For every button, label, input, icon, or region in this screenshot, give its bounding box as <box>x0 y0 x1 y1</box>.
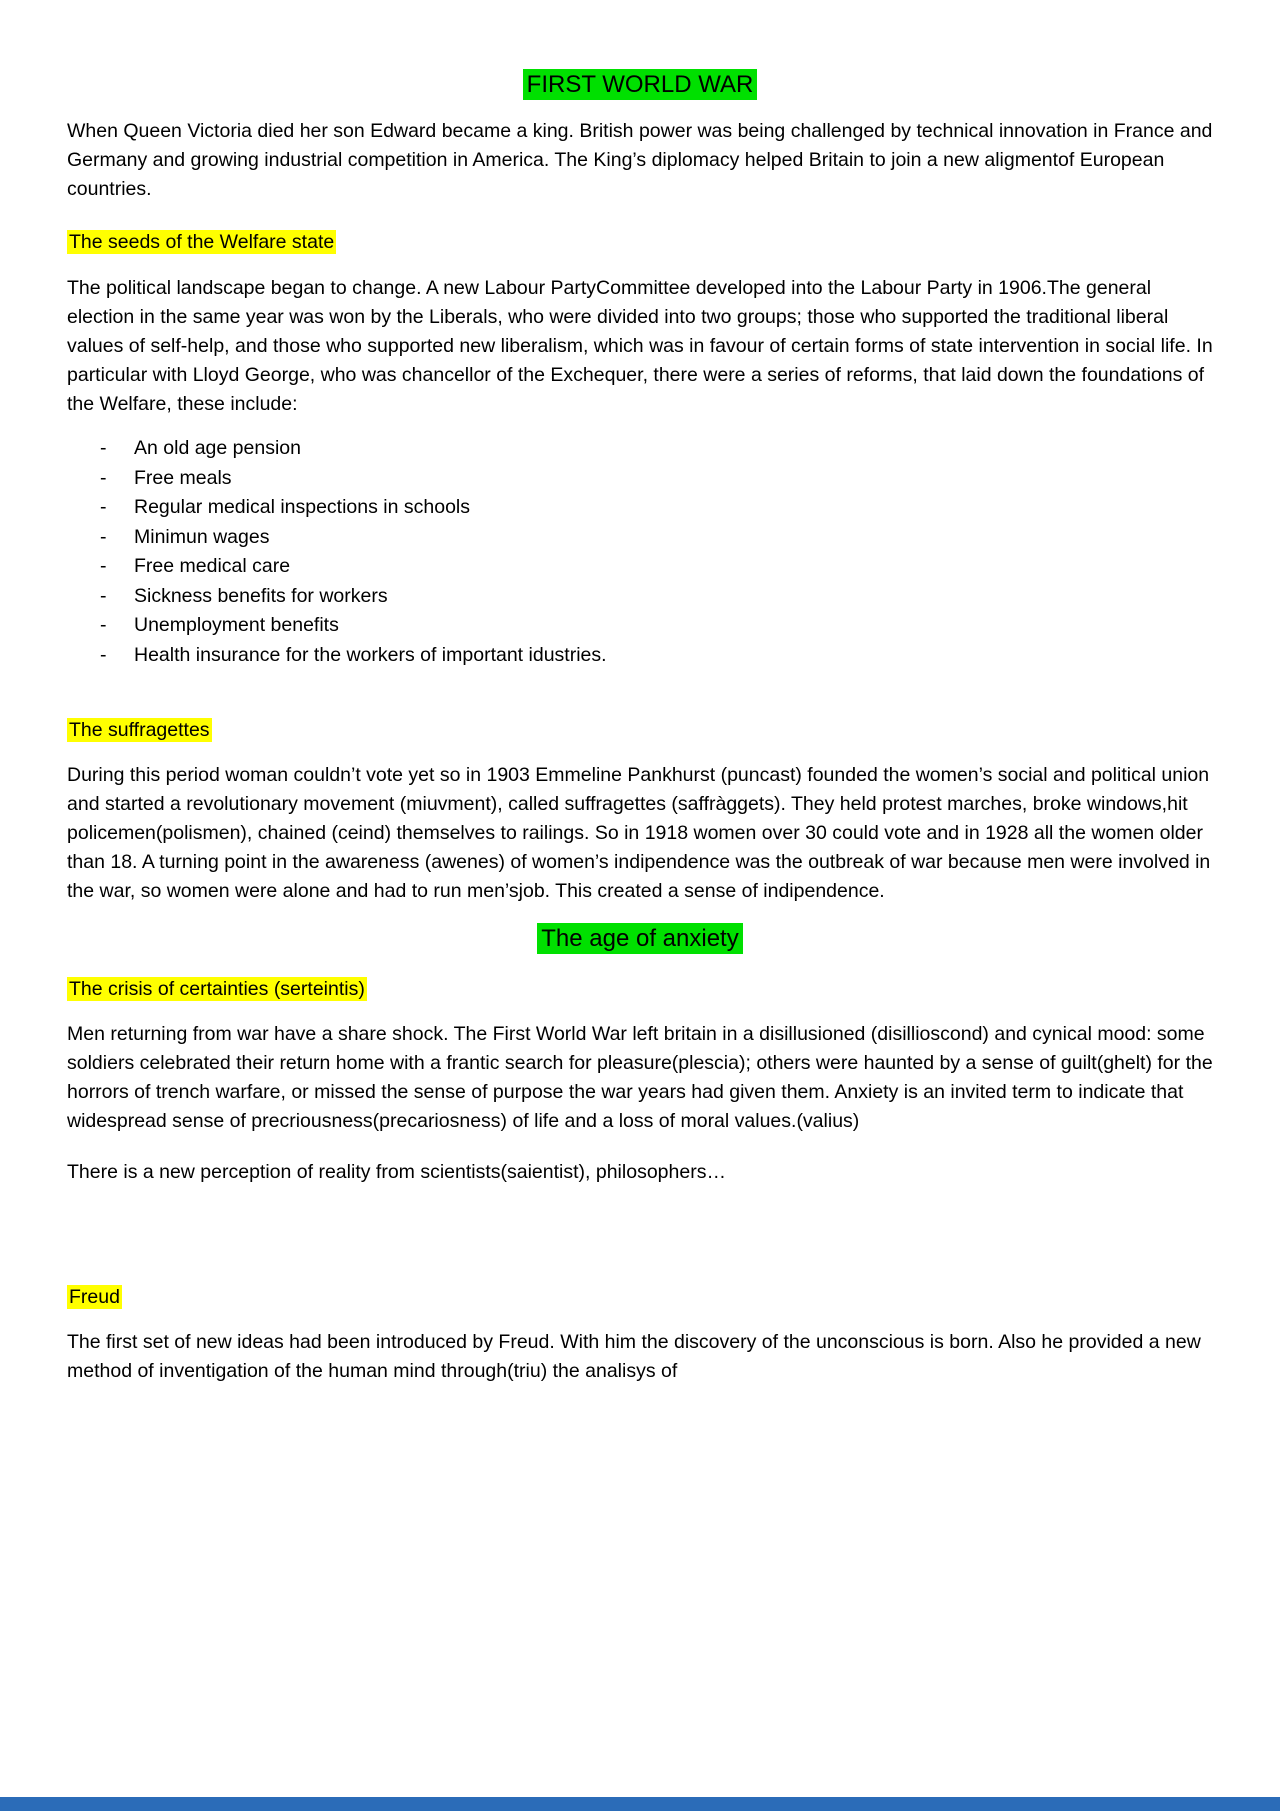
bottom-blue-bar <box>0 1797 1280 1811</box>
heading-freud: Freud <box>69 1286 120 1308</box>
paragraph-new-perception: There is a new perception of reality from scientists(saientist), philosophers… <box>67 1161 726 1183</box>
heading-crisis: The crisis of certainties (serteintis) <box>69 978 365 1000</box>
list-item-text: Health insurance for the workers of important idustries. <box>134 643 607 666</box>
dash-bullet: - <box>100 466 107 489</box>
list-item-text: Regular medical inspections in schools <box>134 496 471 518</box>
paragraph-intro: When Queen Victoria died her son Edward became a king. British power was being challenged by technical innovation in France and Germany and growing industrial competition in America. The King’s diplomacy helped Britain to join a new aligmentof European countries. <box>67 120 1213 200</box>
heading-welfare: The seeds of the Welfare state <box>69 231 335 253</box>
list-item-text: An old age pension <box>134 437 301 459</box>
list-item <box>67 611 1213 641</box>
welfare-reforms-list <box>67 434 1213 670</box>
list-item-text: Sickness benefits for workers <box>134 584 388 607</box>
heading-welfare-line <box>67 228 1213 257</box>
list-item <box>67 464 1213 494</box>
dash-bullet: - <box>100 525 107 548</box>
section-title-anxiety-line <box>67 924 1213 955</box>
dash-bullet: - <box>100 555 107 577</box>
paragraph-freud: The first set of new ideas had been introduced by Freud. With him the discovery of the unconscious is born. Also he provided a new method of inventigation of the human mind through(triu) the analisys of <box>67 1331 1201 1382</box>
heading-crisis-line <box>67 975 1213 1004</box>
list-item-text: Minimun wages <box>134 525 270 548</box>
paragraph-welfare: The political landscape began to change. A new Labour PartyCommittee developed into the Labour Party in 1906.The general election in the same year was won by the Liberals, who were divided into two groups; those who supported the traditional liberal values of self-help, and those who supported new liberalism, which was in favour of certain forms of state intervention in social life. In particular with Lloyd George, who was chancellor of the Exchequer, there were a series of reforms, that laid down the foundations of the Welfare, these include: <box>67 277 1213 415</box>
heading-suffragettes-line <box>67 716 1213 745</box>
dash-bullet: - <box>100 437 107 459</box>
list-item-text: Free medical care <box>134 555 291 577</box>
list-item <box>67 493 1213 523</box>
dash-bullet: - <box>100 496 107 518</box>
dash-bullet: - <box>100 614 107 636</box>
heading-suffragettes: The suffragettes <box>69 719 210 741</box>
dash-bullet: - <box>100 643 107 666</box>
section-title-anxiety: The age of anxiety <box>537 923 742 954</box>
list-item <box>67 582 1213 612</box>
list-item-text: Free meals <box>134 466 232 489</box>
list-item <box>67 434 1213 464</box>
paragraph-crisis: Men returning from war have a share shock. The First World War left britain in a disillusioned (disillioscond) and cynical mood: some soldiers celebrated their return home with a frantic search for pleasure(plescia); others were haunted by a sense of guilt(ghelt) for the horrors of trench warfare, or missed the sense of purpose the war years had given them. Anxiety is an invited term to indicate that widespread sense of precriousness(precariosness) of life and a loss of moral values.(valius) <box>67 1023 1213 1132</box>
heading-freud-line <box>67 1283 1213 1312</box>
list-item-text: Unemployment benefits <box>134 614 339 636</box>
main-title-line <box>67 70 1213 101</box>
main-title: FIRST WORLD WAR <box>523 69 758 100</box>
dash-bullet: - <box>100 584 107 607</box>
list-item <box>67 523 1213 553</box>
paragraph-suffragettes: During this period woman couldn’t vote yet so in 1903 Emmeline Pankhurst (puncast) founded the women’s social and political union and started a revolutionary movement (miuvment), called suffragettes (saffràggets). They held protest marches, broke windows,hit policemen(polismen), chained (ceind) themselves to railings. So in 1918 women over 30 could vote and in 1928 all the women older than 18. A turning point in the awareness (awenes) of women’s indipendence was the outbreak of war because men were involved in the war, so women were alone and had to run men’sjob. This created a sense of indipendence. <box>67 764 1211 902</box>
list-item <box>67 641 1213 671</box>
list-item <box>67 552 1213 582</box>
